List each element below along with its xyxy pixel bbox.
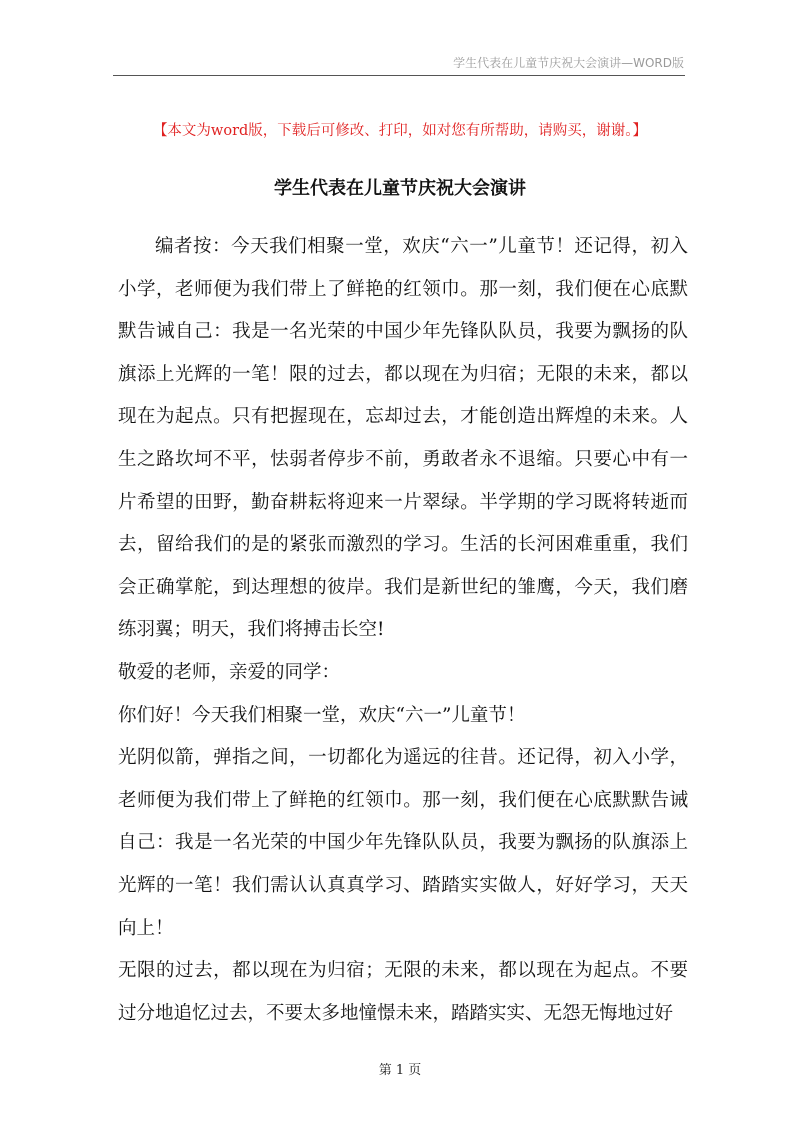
salutation-paragraph: 敬爱的老师，亲爱的同学： — [118, 661, 341, 683]
download-notice: 【本文为word版，下载后可修改、打印，如对您有所帮助，请购买，谢谢。】 — [152, 123, 648, 139]
body-paragraph: 光阴似箭，弹指之间，一切都化为遥远的往昔。还记得，初入小学，老师便为我们带上了鲜艳的红领巾。那一刻，我们便在心底默默告诫自己：我是一名光荣的中国少年先锋队队员，我要为飘扬的队旗添上光辉的一笔！我们需认认真真学习、踏踏实实做人，好好学习，天天向上！ — [118, 747, 688, 939]
greeting-paragraph: 你们好！今天我们相聚一堂，欢庆“六一”儿童节！ — [118, 704, 526, 726]
editor-note-paragraph: 编者按：今天我们相聚一堂，欢庆“六一”儿童节！还记得，初入小学，老师便为我们带上了鲜艳的红领巾。那一刻，我们便在心底默默告诫自己：我是一名光荣的中国少年先锋队队员，我要为飘扬的队旗添上光辉的一笔！限的过去，都以现在为归宿；无限的未来，都以现在为起点。只有把握现在，忘却过去，才能创造出辉煌的未来。人生之路坎坷不平，怯弱者停步不前，勇敢者永不退缩。只要心中有一片希望的田野，勤奋耕耘将迎来一片翠绿。半学期的学习既将转逝而去，留给我们的是的紧张而激烈的学习。生活的长河困难重重，我们会正确掌舵，到达理想的彼岸。我们是新世纪的雏鹰，今天，我们磨练羽翼；明天，我们将搏击长空! — [118, 236, 688, 641]
page-number: 第 1 页 — [378, 1063, 422, 1078]
document-title: 学生代表在儿童节庆祝大会演讲 — [274, 178, 526, 199]
running-header: 学生代表在儿童节庆祝大会演讲—WORD版 — [453, 56, 684, 70]
header-divider — [113, 75, 685, 76]
body-paragraph: 无限的过去，都以现在为归宿；无限的未来，都以现在为起点。不要过分地追忆过去，不要太多地憧憬未来，踏踏实实、无怨无悔地过好 — [118, 960, 688, 1024]
document-body — [118, 226, 688, 1035]
